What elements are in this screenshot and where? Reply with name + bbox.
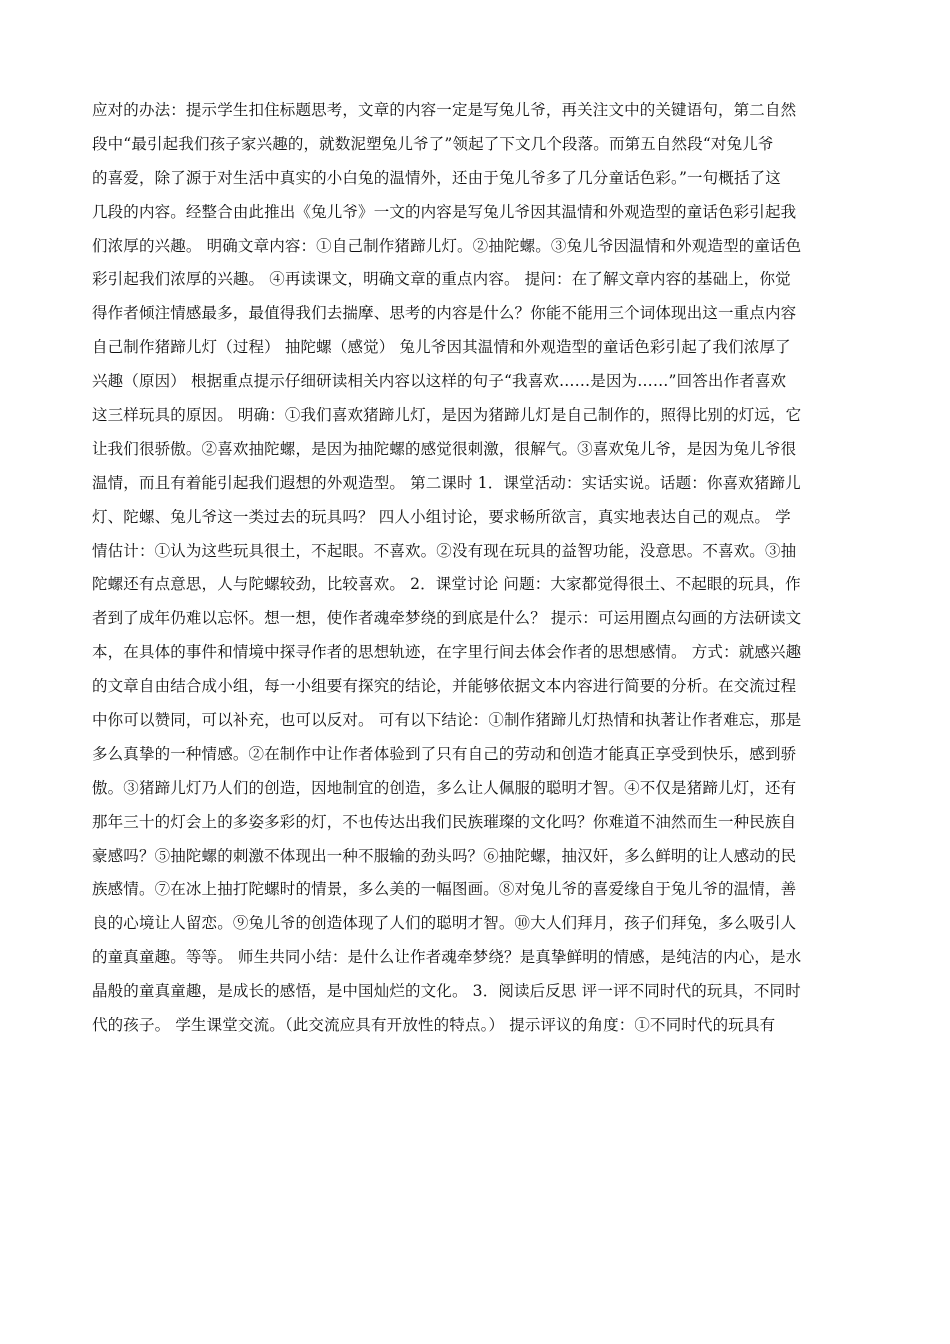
text-line: 这三样玩具的原因。 明确：①我们喜欢猪蹄儿灯，是因为猪蹄儿灯是自己制作的，照得比别的灯远，它 [92, 406, 802, 425]
text-line: 段中“最引起我们孩子家兴趣的，就数泥塑兔儿爷了”领起了下文几个段落。而第五自然段“对兔儿爷 [92, 134, 774, 153]
text-line: 灯、陀螺、兔儿爷这一类过去的玩具吗？ 四人小组讨论，要求畅所欲言，真实地表达自己的观点。 学 [92, 507, 791, 526]
text-line: 傲。③猪蹄儿灯乃人们的创造，因地制宜的创造，多么让人佩服的聪明才智。④不仅是猪蹄儿灯，还有 [92, 778, 797, 797]
text-line: 中你可以赞同，可以补充，也可以反对。 可有以下结论：①制作猪蹄儿灯热情和执著让作者难忘，那是 [92, 711, 802, 730]
text-line: 者到了成年仍难以忘怀。想一想，使作者魂牵梦绕的到底是什么？ 提示：可运用圈点勾画的方法研读文 [92, 609, 802, 628]
text-line: 几段的内容。经整合由此推出《兔儿爷》一文的内容是写兔儿爷因其温情和外观造型的童话色彩引起我 [92, 202, 797, 221]
text-line: 情估计：①认为这些玩具很土，不起眼。不喜欢。②没有现在玩具的益智功能，没意思。不喜欢。③抽 [92, 541, 797, 560]
text-line: 豪感吗？⑤抽陀螺的刺激不体现出一种不服输的劲头吗？⑥抽陀螺，抽汉奸，多么鲜明的让人感动的民 [92, 846, 797, 865]
text-line: 良的心境让人留恋。⑨兔儿爷的创造体现了人们的聪明才智。⑩大人们拜月，孩子们拜兔，多么吸引人 [92, 914, 797, 933]
text-line: 代的孩子。 学生课堂交流。（此交流应具有开放性的特点。） 提示评议的角度：①不同时代的玩具有 [92, 1016, 776, 1035]
text-line: 温情，而且有着能引起我们遐想的外观造型。 第二课时 1．课堂活动：实话实说。话题：你喜欢猪蹄儿 [92, 473, 801, 492]
body-text [92, 94, 862, 1043]
text-line: 应对的办法：提示学生扣住标题思考，文章的内容一定是写兔儿爷，再关注文中的关键语句，第二自然 [92, 101, 797, 119]
text-line: 的喜爱，除了源于对生活中真实的小白兔的温情外，还由于兔儿爷多了几分童话色彩。”一句概括了这 [92, 168, 781, 187]
text-line: 晶般的童真童趣，是成长的感悟，是中国灿烂的文化。 3．阅读后反思 评一评不同时代的玩具，不同时 [92, 982, 801, 1001]
text-line: 那年三十的灯会上的多姿多彩的灯，不也传达出我们民族璀璨的文化吗？你难道不油然而生一种民族自 [92, 812, 797, 831]
text-line: 兴趣（原因） 根据重点提示仔细研读相关内容以这样的句子“我喜欢……是因为……”回答出作者喜欢 [92, 372, 787, 391]
text-line: 多么真挚的一种情感。②在制作中让作者体验到了只有自己的劳动和创造才能真正享受到快乐，感到骄 [92, 744, 797, 763]
text-line: 陀螺还有点意思，人与陀螺较劲，比较喜欢。 2．课堂讨论 问题：大家都觉得很土、不起眼的玩具，作 [92, 575, 801, 594]
text-line: 得作者倾注情感最多，最值得我们去揣摩、思考的内容是什么？你能不能用三个词体现出这一重点内容 [92, 304, 797, 323]
text-line: 族感情。⑦在冰上抽打陀螺时的情景，多么美的一幅图画。⑧对兔儿爷的喜爱缘自于兔儿爷的温情，善 [92, 880, 797, 899]
text-line: 自己制作猪蹄儿灯（过程） 抽陀螺（感觉） 兔儿爷因其温情和外观造型的童话色彩引起了我们浓厚了 [92, 338, 791, 357]
text-line: 们浓厚的兴趣。 明确文章内容：①自己制作猪蹄儿灯。②抽陀螺。③兔儿爷因温情和外观造型的童话色 [92, 236, 802, 255]
text-line: 的童真童趣。等等。 师生共同小结：是什么让作者魂牵梦绕？是真挚鲜明的情感，是纯洁的内心，是水 [92, 948, 802, 967]
text-line: 让我们很骄傲。②喜欢抽陀螺，是因为抽陀螺的感觉很刺激，很解气。③喜欢兔儿爷，是因为兔儿爷很 [92, 439, 797, 458]
text-line: 的文章自由结合成小组，每一小组要有探究的结论，并能够依据文本内容进行简要的分析。在交流过程 [92, 677, 797, 696]
text-line: 本，在具体的事件和情境中探寻作者的思想轨迹，在字里行间去体会作者的思想感情。 方式：就感兴趣 [92, 643, 802, 662]
text-line: 彩引起我们浓厚的兴趣。 ④再读课文，明确文章的重点内容。 提问：在了解文章内容的基础上，你觉 [92, 270, 791, 289]
